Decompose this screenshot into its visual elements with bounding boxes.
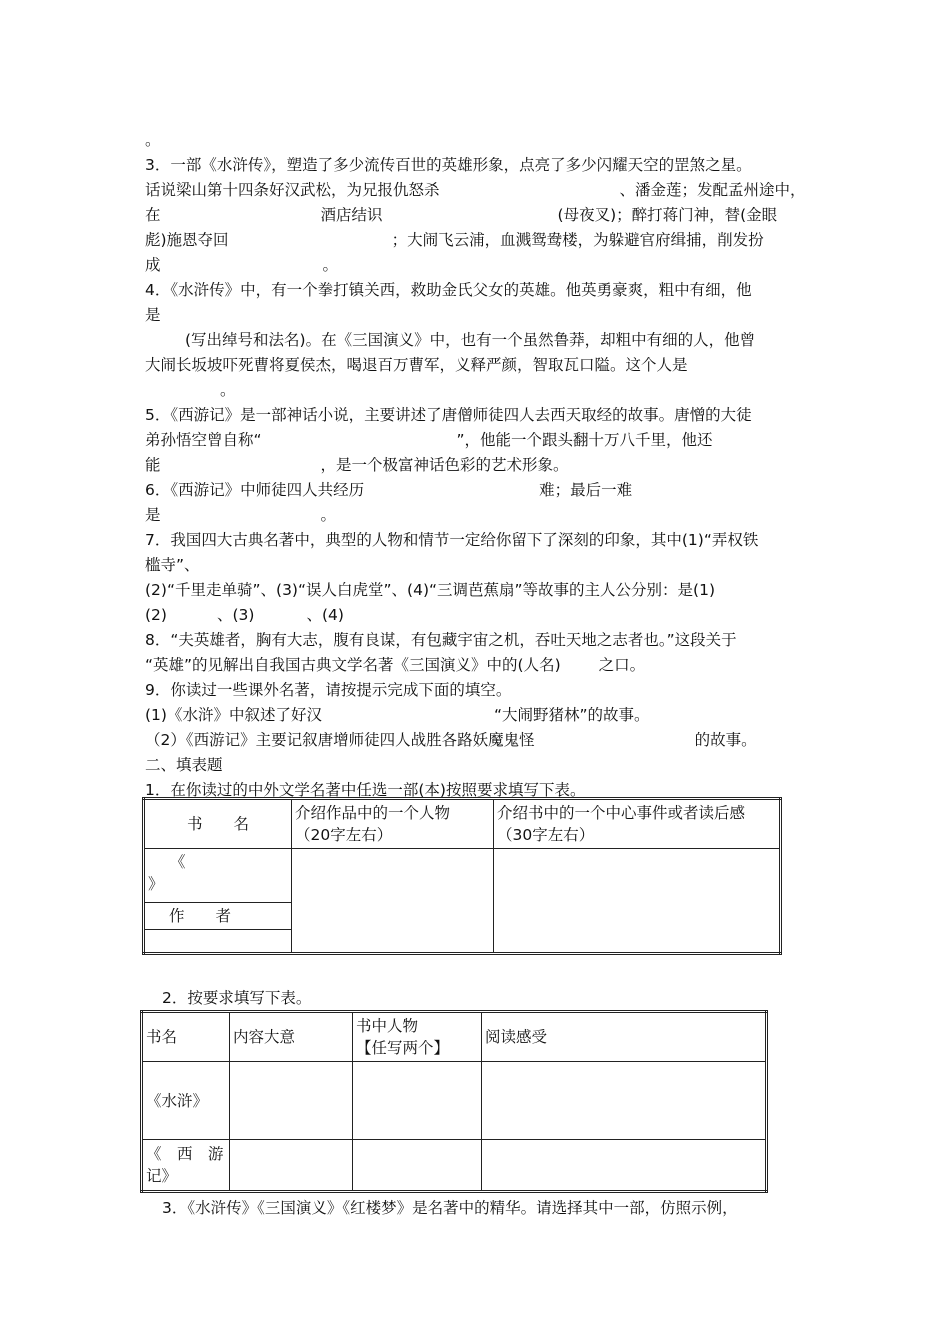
- text: （30字左右）: [497, 826, 595, 844]
- row-shuihu-summary[interactable]: [230, 1062, 353, 1140]
- question-9: 9．你读过一些课外名著，请按提示完成下面的填空。: [145, 681, 512, 699]
- character-cell[interactable]: [292, 849, 494, 954]
- question-8: 8．“夫英雄者，胸有大志，腹有良谋，有包藏宇宙之机，吞吐天地之志者也。”这段关于: [145, 631, 737, 649]
- text: (1)《水浒》中叙述了好汉: [145, 706, 322, 724]
- question-3-line: [145, 205, 777, 225]
- author-label: 作 者: [144, 903, 292, 930]
- text: 》: [148, 875, 164, 893]
- question-4-line: 是: [145, 306, 161, 324]
- text: 、(3): [216, 606, 255, 624]
- text: 介绍书中的一个中心事件或者读后感: [497, 804, 746, 822]
- text: 弟孙悟空曾自称“: [145, 431, 262, 449]
- question-4-line: 大闹长坂坡吓死曹将夏侯杰，喝退百万曹军，义释严颜，智取瓦口隘。这个人是: [145, 356, 688, 374]
- text: 记》: [146, 1167, 178, 1185]
- row-xiyou-characters[interactable]: [353, 1140, 482, 1192]
- question-5-line: [145, 430, 713, 450]
- question-5: 5．《西游记》是一部神话小说，主要讲述了唐僧师徒四人去西天取经的故事。唐憎的大徒: [145, 406, 752, 424]
- header-summary: 内容大意: [230, 1012, 353, 1062]
- text: 介绍作品中的一个人物: [295, 804, 451, 822]
- text: 难；最后一难: [539, 481, 633, 499]
- question-4: 4．《水浒传》中，有一个拳打镇关西，救助金氏父女的英雄。他英勇豪爽，粗中有细，他: [145, 281, 752, 299]
- text: 话说梁山第十四条好汉武松，为兄报仇怒杀: [145, 181, 440, 199]
- text: 成: [145, 256, 161, 274]
- text: ”，他能一个跟头翻十万八千里，他还: [456, 431, 713, 449]
- text: （20字左右）: [295, 826, 393, 844]
- question-3-line: [145, 180, 806, 200]
- table3-question: 3．《水浒传》《三国演义》《红楼梦》是名著中的精华。请选择其中一部，仿照示例，: [162, 1199, 738, 1217]
- text: ；大闹飞云浦，血溅鸳鸯楼，为躲避官府缉捕，削发扮: [391, 231, 764, 249]
- question-7: 7．我国四大古典名著中，典型的人物和情节一定给你留下了深刻的印象，其中(1)“弄权铁: [145, 531, 759, 549]
- text: 之口。: [598, 656, 646, 674]
- question-3: 3．一部《水浒传》，塑造了多少流传百世的英雄形象，点亮了多少闪耀天空的罡煞之星。: [145, 156, 752, 174]
- question-7-line: (2)“千里走单骑”、(3)“误人白虎堂”、(4)“三调芭蕉扇”等故事的主人公分别：是(1): [145, 581, 716, 599]
- header-event: [494, 799, 781, 849]
- question-4-line: (写出绰号和法名)。在《三国演义》中，也有一个虽然鲁莽，却粗中有细的人，他曾: [185, 331, 756, 349]
- text: 、潘金莲；发配孟州途中，: [619, 181, 806, 199]
- question-5-line: [145, 455, 569, 475]
- text: 书中人物: [356, 1017, 419, 1035]
- row-shuihu-feeling[interactable]: [482, 1062, 767, 1140]
- text: “英雄”的见解出自我国古典文学名著《三国演义》中的(人名): [145, 656, 561, 674]
- question-6-line: [145, 505, 336, 525]
- question-7-line: 槛寺”、: [145, 556, 200, 574]
- table2-question: 2．按要求填写下表。: [162, 989, 312, 1007]
- row-xiyou-title: [142, 1140, 230, 1192]
- question-3-line: [145, 230, 764, 250]
- text: 彪)施恩夺回: [145, 231, 229, 249]
- text: 是: [145, 506, 161, 524]
- text: （2）《西游记》主要记叙唐增师徒四人战胜各路妖魔鬼怪: [145, 731, 535, 749]
- text: 的故事。: [694, 731, 757, 749]
- table-1: [142, 797, 782, 955]
- text: (母夜叉)；醉打蒋门神，替(金眼: [557, 206, 778, 224]
- header-character: [292, 799, 494, 849]
- question-3-line: [145, 255, 338, 275]
- row-shuihu-title: 《水浒》: [142, 1062, 230, 1140]
- text: 、(4): [306, 606, 344, 624]
- text: 酒店结识: [320, 206, 383, 224]
- table-2: [140, 1010, 768, 1193]
- row-xiyou-summary[interactable]: [230, 1140, 353, 1192]
- question-6: [145, 480, 632, 500]
- header-characters: [353, 1012, 482, 1062]
- text: (2): [145, 606, 167, 624]
- text-line: 。: [145, 131, 161, 149]
- book-title-cell[interactable]: [144, 849, 292, 903]
- text: 《 西 游: [146, 1145, 224, 1163]
- row-shuihu-characters[interactable]: [353, 1062, 482, 1140]
- table1-question: 1．在你读过的中外文学名著中任选一部(本)按照要求填写下表。: [145, 781, 586, 799]
- header-feeling: 阅读感受: [482, 1012, 767, 1062]
- question-9-line: [145, 705, 650, 725]
- question-4-line: 。: [220, 381, 236, 399]
- header-book-name: 书名: [142, 1012, 230, 1062]
- text: 。: [322, 256, 339, 274]
- text: ，是一个极富神话色彩的艺术形象。: [320, 456, 569, 474]
- question-9-line: [145, 730, 757, 750]
- section-heading: 二、填表题: [145, 756, 223, 774]
- text: 在: [145, 206, 161, 224]
- header-book: 书 名: [144, 799, 292, 849]
- text: 6．《西游记》中师徒四人共经历: [145, 481, 365, 499]
- text: “大闹野猪林”的故事。: [493, 706, 650, 724]
- event-cell[interactable]: [494, 849, 781, 954]
- question-8-line: [145, 655, 645, 675]
- text: 能: [145, 456, 161, 474]
- text: 《: [170, 853, 186, 871]
- text: 。: [320, 506, 337, 524]
- text: 【任写两个】: [356, 1039, 450, 1057]
- row-xiyou-feeling[interactable]: [482, 1140, 767, 1192]
- author-cell[interactable]: [144, 930, 292, 954]
- question-7-line: [145, 605, 344, 625]
